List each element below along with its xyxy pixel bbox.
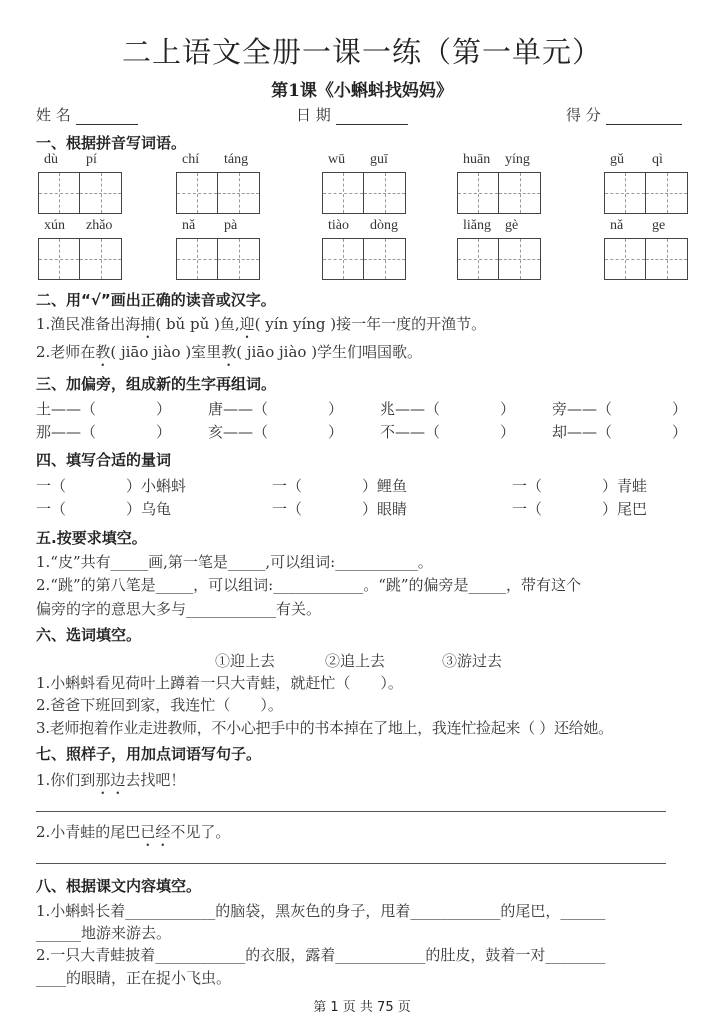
measure-word-item: 一（ ）乌龟 (36, 500, 172, 518)
page-footer: 第 1 页 共 75 页 (313, 1000, 411, 1015)
pinyin-label: dòng (370, 218, 398, 233)
lesson-title: 第1课《小蝌蚪找妈妈》 (271, 81, 453, 101)
writing-cell[interactable] (176, 172, 218, 214)
pinyin-label: qì (652, 152, 663, 167)
s7-example-2: 2.小青蛙的尾巴已经不见了。 (36, 823, 231, 841)
section-3-heading: 三、加偏旁，组成新的生字再组词。 (36, 375, 277, 393)
s7-example-1: 1.你们到那边去找吧！ (36, 771, 186, 789)
writing-cell[interactable] (80, 238, 122, 280)
pinyin-label: liǎng (463, 218, 491, 233)
radical-item: 亥——（ ） (208, 423, 344, 441)
pinyin-label: nǎ (182, 218, 196, 233)
pinyin-label: pí (86, 152, 97, 167)
pinyin-label: zhǎo (86, 218, 113, 233)
pinyin-label: xún (44, 218, 65, 233)
pinyin-label: pà (224, 218, 238, 233)
section-5-heading: 五.按要求填空。 (36, 529, 147, 547)
writing-cell[interactable] (364, 238, 406, 280)
section-1-heading: 一、根据拼音写词语。 (36, 134, 187, 152)
pinyin-label: gè (505, 218, 519, 233)
writing-cell[interactable] (322, 172, 364, 214)
writing-cell[interactable] (457, 172, 499, 214)
date-field[interactable] (296, 104, 408, 125)
name-label: 姓 名 (36, 106, 71, 124)
score-blank[interactable] (606, 108, 682, 125)
radical-item: 不——（ ） (380, 423, 516, 441)
answer-line-1[interactable] (36, 811, 666, 812)
option-1: ①迎上去 (215, 652, 276, 670)
radical-item: 唐——（ ） (208, 400, 344, 418)
pinyin-label: chí (182, 152, 200, 167)
writing-cell[interactable] (218, 238, 260, 280)
measure-word-item: 一（ ）青蛙 (512, 477, 648, 495)
tianzige-box (38, 238, 122, 280)
writing-cell[interactable] (499, 172, 541, 214)
pinyin-label: yíng (505, 152, 530, 167)
writing-cell[interactable] (38, 172, 80, 214)
writing-cell[interactable] (364, 172, 406, 214)
pinyin-label: guī (370, 152, 388, 167)
page-title: 二上语文全册一课一练（第一单元） (121, 35, 602, 69)
radical-item: 土——（ ） (36, 400, 172, 418)
pinyin-label: dù (44, 152, 58, 167)
measure-word-item: 一（ ）尾巴 (512, 500, 648, 518)
radical-item: 旁——（ ） (552, 400, 688, 418)
s5-line-1: 1.“皮”共有_____画,第一笔是_____,可以组词:___________。 (36, 553, 433, 571)
measure-word-item: 一（ ）鲤鱼 (272, 477, 408, 495)
section-2-heading: 二、用“√”画出正确的读音或汉字。 (36, 291, 276, 309)
tianzige-box (176, 172, 260, 214)
score-field[interactable] (566, 104, 682, 125)
pinyin-label: huān (463, 152, 491, 167)
pinyin-label: ge (652, 218, 666, 233)
s5-line-2: 2.“跳”的第八笔是_____，可以组词:____________。“跳”的偏旁是_____，带有这个 (36, 576, 582, 594)
option-2: ②追上去 (325, 652, 386, 670)
name-field[interactable] (36, 104, 138, 125)
tianzige-box (457, 238, 541, 280)
name-blank[interactable] (76, 108, 138, 125)
radical-item: 却——（ ） (552, 423, 688, 441)
pinyin-label: wū (328, 152, 346, 167)
option-3: ③游过去 (442, 652, 503, 670)
writing-cell[interactable] (499, 238, 541, 280)
radical-item: 那——（ ） (36, 423, 172, 441)
s8-line-1: 1.小蝌蚪长着____________的脑袋，黑灰色的身子，甩着____________的尾巴，______ (36, 902, 606, 920)
section-7-heading: 七、照样子，用加点词语写句子。 (36, 745, 262, 763)
writing-cell[interactable] (646, 238, 688, 280)
tianzige-box (322, 238, 406, 280)
writing-cell[interactable] (457, 238, 499, 280)
s5-line-3: 偏旁的字的意思大多与____________有关。 (36, 600, 322, 618)
writing-cell[interactable] (322, 238, 364, 280)
writing-cell[interactable] (176, 238, 218, 280)
date-label: 日 期 (296, 106, 331, 124)
pinyin-label: nǎ (610, 218, 624, 233)
pinyin-label: gǔ (610, 152, 624, 167)
s6-line-3: 3.老师抱着作业走进教师，不小心把手中的书本掉在了地上，我连忙捡起来（ ）还给她。 (36, 719, 613, 737)
writing-cell[interactable] (646, 172, 688, 214)
s2-question-1: 1.渔民准备出海捕( bǔ pǔ )鱼,迎( yín yíng )接一年一度的开渔节。 (36, 315, 487, 333)
writing-cell[interactable] (38, 238, 80, 280)
writing-cell[interactable] (80, 172, 122, 214)
tianzige-box (457, 172, 541, 214)
answer-line-2[interactable] (36, 863, 666, 864)
section-8-heading: 八、根据课文内容填空。 (36, 877, 202, 895)
date-blank[interactable] (336, 108, 408, 125)
s8-line-4: ____的眼睛，正在捉小飞虫。 (36, 969, 232, 987)
measure-word-item: 一（ ）小蝌蚪 (36, 477, 187, 495)
tianzige-box (176, 238, 260, 280)
writing-cell[interactable] (604, 238, 646, 280)
tianzige-box (604, 238, 688, 280)
writing-cell[interactable] (218, 172, 260, 214)
radical-item: 兆——（ ） (380, 400, 516, 418)
section-4-heading: 四、填写合适的量词 (36, 451, 172, 469)
s6-line-2: 2.爸爸下班回到家，我连忙（ ）。 (36, 696, 283, 714)
writing-cell[interactable] (604, 172, 646, 214)
tianzige-box (604, 172, 688, 214)
s8-line-2: ______地游来游去。 (36, 924, 172, 942)
tianzige-box (322, 172, 406, 214)
section-6-heading: 六、选词填空。 (36, 626, 142, 644)
s8-line-3: 2.一只大青蛙披着____________的衣服，露着____________的肚皮，鼓着一对________ (36, 946, 606, 964)
measure-word-item: 一（ ）眼睛 (272, 500, 408, 518)
pinyin-label: tiào (328, 218, 349, 233)
s2-question-2: 2.老师在教( jiāo jiào )室里教( jiāo jiào )学生们唱国歌。 (36, 343, 423, 361)
s6-line-1: 1.小蝌蚪看见荷叶上蹲着一只大青蛙，就赶忙（ ）。 (36, 674, 403, 692)
tianzige-box (38, 172, 122, 214)
score-label: 得 分 (566, 106, 601, 124)
pinyin-label: táng (224, 152, 249, 167)
